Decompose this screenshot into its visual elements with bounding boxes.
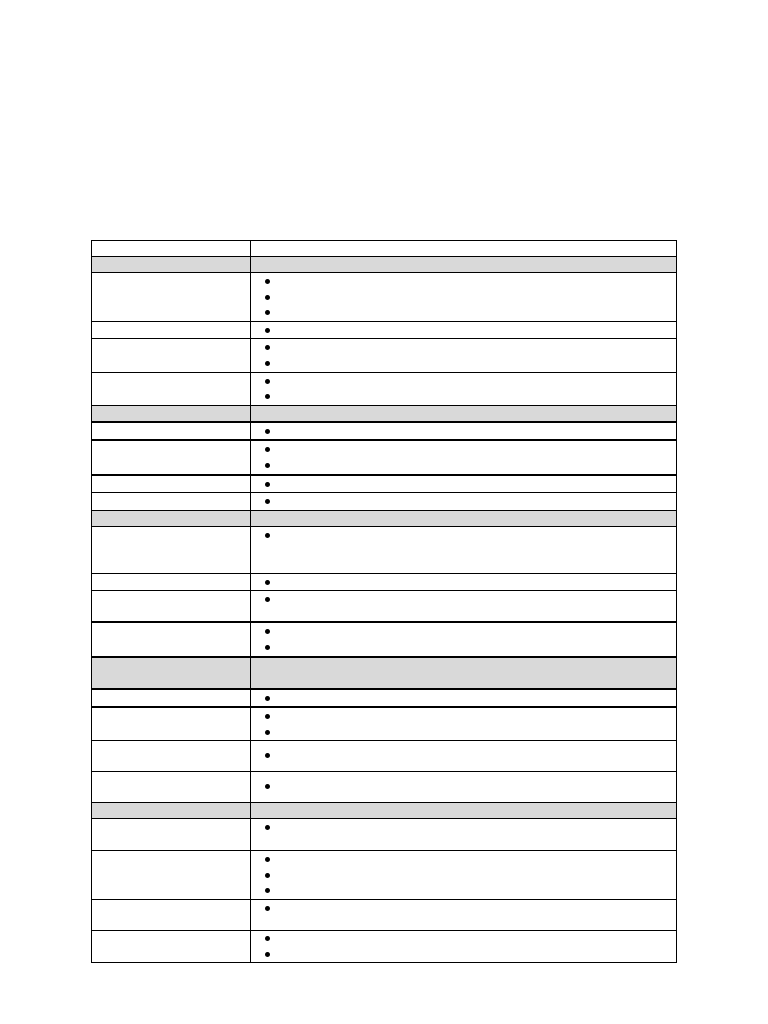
list-item — [251, 931, 676, 947]
list-item — [251, 274, 676, 290]
bullet-list — [251, 322, 676, 339]
label-cell — [92, 510, 251, 526]
content-cell — [251, 526, 677, 573]
label-cell — [92, 819, 251, 851]
bullet-list — [251, 574, 676, 591]
bullet-list — [251, 779, 676, 795]
content-cell — [251, 772, 677, 803]
section-row — [92, 510, 677, 526]
list-item — [251, 477, 676, 493]
content-cell — [251, 339, 677, 372]
content-cell — [251, 493, 677, 511]
table-row — [92, 526, 677, 573]
list-item — [251, 458, 676, 474]
bullet-list — [251, 591, 676, 608]
list-item — [251, 424, 676, 440]
bullet-list — [251, 708, 676, 740]
bullet-list — [251, 623, 676, 655]
bullet-list — [251, 493, 676, 510]
bullet-list — [251, 851, 676, 899]
bullet-list — [251, 373, 676, 405]
label-cell — [92, 689, 251, 708]
label-cell — [92, 372, 251, 405]
list-item — [251, 356, 676, 372]
content-cell — [251, 741, 677, 772]
table-row — [92, 707, 677, 741]
content-cell — [251, 591, 677, 623]
table-row — [92, 851, 677, 900]
list-item — [251, 947, 676, 963]
list-item — [251, 305, 676, 321]
section-row — [92, 657, 677, 689]
header-row — [92, 241, 677, 257]
list-item — [251, 725, 676, 741]
label-cell — [92, 493, 251, 511]
content-cell — [251, 422, 677, 441]
label-cell — [92, 741, 251, 772]
table-row — [92, 422, 677, 441]
content-cell — [251, 405, 677, 422]
bullet-list — [251, 441, 676, 473]
content-cell — [251, 803, 677, 819]
content-cell — [251, 321, 677, 339]
content-cell — [251, 241, 677, 257]
list-item — [251, 389, 676, 405]
table-row — [92, 689, 677, 708]
table-row — [92, 493, 677, 511]
table-row — [92, 772, 677, 803]
list-item — [251, 290, 676, 306]
list-item — [251, 640, 676, 656]
list-item — [251, 528, 676, 544]
section-row — [92, 803, 677, 819]
content-cell — [251, 657, 677, 689]
list-item — [251, 442, 676, 458]
table-row — [92, 273, 677, 322]
label-cell — [92, 339, 251, 372]
list-item — [251, 691, 676, 707]
bullet-list — [251, 273, 676, 321]
list-item — [251, 820, 676, 836]
list-item — [251, 323, 676, 339]
label-cell — [92, 900, 251, 931]
label-cell — [92, 241, 251, 257]
content-cell — [251, 707, 677, 741]
content-cell — [251, 573, 677, 591]
label-cell — [92, 273, 251, 322]
table-row — [92, 931, 677, 963]
label-cell — [92, 851, 251, 900]
list-item — [251, 575, 676, 591]
label-cell — [92, 440, 251, 474]
section-row — [92, 405, 677, 422]
list-item — [251, 868, 676, 884]
label-cell — [92, 257, 251, 273]
list-item — [251, 592, 676, 608]
content-cell — [251, 257, 677, 273]
list-item — [251, 883, 676, 899]
label-cell — [92, 803, 251, 819]
content-cell — [251, 440, 677, 474]
label-cell — [92, 657, 251, 689]
bullet-list — [251, 819, 676, 836]
label-cell — [92, 405, 251, 422]
list-item — [251, 901, 676, 917]
label-cell — [92, 321, 251, 339]
list-item — [251, 852, 676, 868]
table-row — [92, 573, 677, 591]
content-cell — [251, 510, 677, 526]
label-cell — [92, 573, 251, 591]
content-cell — [251, 622, 677, 656]
content-cell — [251, 819, 677, 851]
label-cell — [92, 591, 251, 623]
label-cell — [92, 707, 251, 741]
bullet-list — [251, 900, 676, 917]
bullet-list — [251, 527, 676, 544]
table-row — [92, 900, 677, 931]
content-cell — [251, 273, 677, 322]
document-table — [91, 240, 677, 963]
label-cell — [92, 931, 251, 963]
list-item — [251, 709, 676, 725]
label-cell — [92, 622, 251, 656]
list-item — [251, 374, 676, 390]
list-item — [251, 340, 676, 356]
bullet-list — [251, 476, 676, 493]
table-row — [92, 372, 677, 405]
label-cell — [92, 526, 251, 573]
bullet-list — [251, 690, 676, 707]
bullet-list — [251, 931, 676, 962]
table-row — [92, 440, 677, 474]
table-row — [92, 622, 677, 656]
list-item — [251, 779, 676, 795]
bullet-list — [251, 748, 676, 764]
content-cell — [251, 900, 677, 931]
list-item — [251, 624, 676, 640]
table-row — [92, 475, 677, 493]
content-cell — [251, 475, 677, 493]
bullet-list — [251, 339, 676, 371]
section-row — [92, 257, 677, 273]
table-row — [92, 741, 677, 772]
label-cell — [92, 475, 251, 493]
list-item — [251, 748, 676, 764]
content-cell — [251, 851, 677, 900]
list-item — [251, 494, 676, 510]
content-cell — [251, 372, 677, 405]
content-cell — [251, 931, 677, 963]
table-row — [92, 321, 677, 339]
table-row — [92, 339, 677, 372]
label-cell — [92, 422, 251, 441]
bullet-list — [251, 423, 676, 440]
table-row — [92, 819, 677, 851]
table-row — [92, 591, 677, 623]
table-body — [92, 241, 677, 963]
label-cell — [92, 772, 251, 803]
content-cell — [251, 689, 677, 708]
